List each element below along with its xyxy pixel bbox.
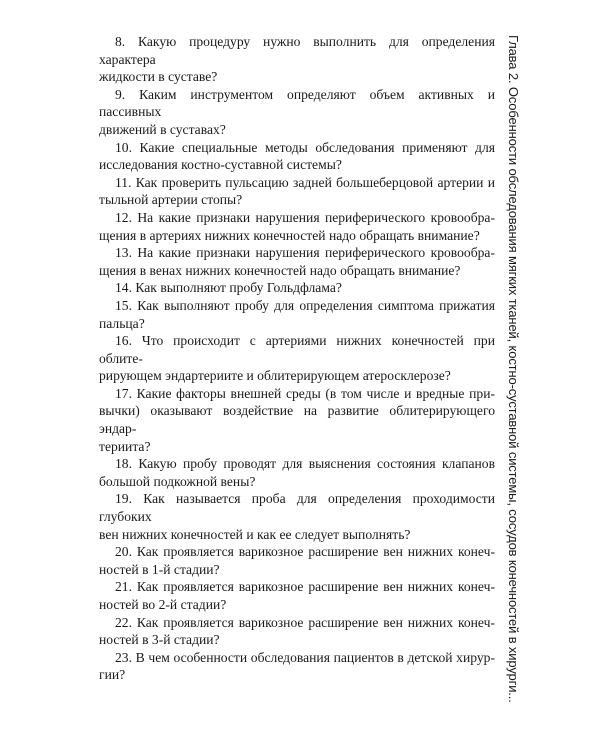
- question-item: [99, 86, 495, 139]
- question-item: [99, 244, 495, 279]
- question-line: вычки) оказывают воздействие на развитие облитерирующего эндар-: [99, 403, 495, 437]
- question-item: [99, 614, 495, 649]
- question-line: исследования костно-суставной системы?: [99, 157, 342, 173]
- question-line: щения в венах нижних конечностей надо обращать внимание?: [99, 262, 461, 278]
- question-line: 21. Как проявляется варикозное расширение вен нижних конеч-: [115, 579, 495, 595]
- question-line: гии?: [99, 667, 126, 683]
- question-item: [99, 174, 495, 209]
- question-line: 20. Как проявляется варикозное расширение вен нижних конеч-: [115, 544, 495, 560]
- question-line: 15. Как выполняют пробу для определения симптома прижатия: [115, 297, 495, 313]
- question-item: [99, 209, 495, 244]
- question-line: жидкости в суставе?: [99, 69, 218, 85]
- question-line: 16. Что происходит с артериями нижних конечностей при облите-: [99, 333, 495, 366]
- question-line: 10. Какие специальные методы обследования применяют для: [115, 139, 495, 155]
- question-item: [99, 490, 495, 543]
- question-line: 19. Как называется проба для определения проходимости глубоких: [99, 491, 495, 525]
- question-line: 22. Как проявляется варикозное расширение вен нижних конеч-: [115, 614, 495, 630]
- question-item: [99, 33, 495, 86]
- question-item: [99, 385, 495, 455]
- question-line: вен нижних конечностей и как ее следует выполнять?: [99, 526, 411, 542]
- question-line: рирующем эндартериите и облитерирующем атеросклерозе?: [99, 368, 451, 384]
- question-line: 17. Какие факторы внешней среды (в том числе и вредные при-: [115, 385, 495, 401]
- question-line: 11. Как проверить пульсацию задней большеберцовой артерии и: [115, 174, 495, 190]
- question-line: щения в артериях нижних конечностей надо обращать внимание?: [99, 227, 480, 243]
- question-list: [99, 33, 495, 684]
- question-item: [99, 297, 495, 332]
- running-head: [504, 35, 522, 703]
- question-item: [99, 455, 495, 490]
- question-line: 8. Какую процедуру нужно выполнить для определения характера: [99, 34, 495, 67]
- question-item: [99, 543, 495, 578]
- question-line: 12. На какие признаки нарушения периферического кровообра-: [115, 209, 495, 225]
- running-head-text: Глава 2. Особенности обследования мягких тканей, костно-суставной системы, сосудов конечностей в хирурги...: [506, 35, 521, 703]
- question-line: ностей во 2-й стадии?: [99, 597, 227, 612]
- question-line: ностей в 3-й стадии?: [99, 632, 220, 648]
- question-line: 18. Какую пробу проводят для выяснения состояния клапанов: [115, 456, 495, 472]
- question-item: [99, 649, 495, 684]
- question-line: движений в суставах?: [99, 121, 226, 137]
- question-line: 9. Каким инструментом определяют объем активных и пассивных: [99, 86, 495, 120]
- question-line: 23. В чем особенности обследования пациентов в детской хирур-: [115, 649, 495, 665]
- question-line: ностей в 1-й стадии?: [99, 561, 220, 577]
- question-line: 13. На какие признаки нарушения периферического кровообра-: [115, 245, 495, 261]
- question-line: териита?: [99, 438, 151, 454]
- question-item: [99, 578, 495, 613]
- question-line: 14. Как выполняют пробу Гольдфлама?: [115, 280, 342, 296]
- question-line: пальца?: [99, 315, 145, 331]
- question-item: [99, 332, 495, 385]
- question-line: тыльной артерии стопы?: [99, 192, 243, 208]
- question-item: [99, 139, 495, 174]
- question-line: большой подкожной вены?: [99, 473, 256, 489]
- question-item: [99, 279, 495, 297]
